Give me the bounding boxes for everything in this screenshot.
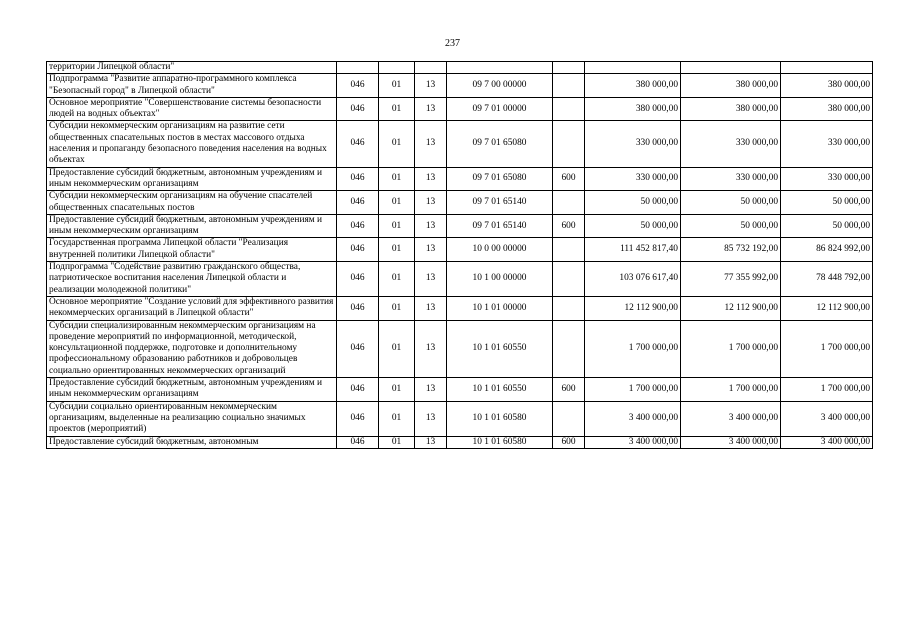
cell-section: 01 — [379, 401, 415, 436]
cell-subsection: 13 — [415, 296, 447, 320]
cell-name: Подпрограмма "Развитие аппаратно-программного комплекса "Безопасный город" в Липецкой области" — [47, 74, 337, 98]
cell-ved: 046 — [337, 214, 379, 238]
cell-subsection: 13 — [415, 214, 447, 238]
cell-section: 01 — [379, 191, 415, 215]
cell-section: 01 — [379, 74, 415, 98]
table-row — [47, 401, 873, 436]
cell-ved: 046 — [337, 74, 379, 98]
cell-amount-year-1: 50 000,00 — [585, 191, 681, 215]
table-row — [47, 296, 873, 320]
cell-expense-type — [553, 238, 585, 262]
table-row — [47, 238, 873, 262]
cell-name: Основное мероприятие "Совершенствование системы безопасности людей на водных объектах" — [47, 97, 337, 121]
cell-amount-year-3: 1 700 000,00 — [781, 320, 873, 377]
cell-expense-type: 600 — [553, 436, 585, 448]
cell-amount-year-1: 3 400 000,00 — [585, 436, 681, 448]
cell-amount-year-2: 380 000,00 — [681, 74, 781, 98]
cell-expense-type — [553, 97, 585, 121]
cell-name: Основное мероприятие "Создание условий для эффективного развития некоммерческих организаций в Липецкой области" — [47, 296, 337, 320]
cell-target-article: 09 7 01 65080 — [447, 167, 553, 191]
cell-ved: 046 — [337, 238, 379, 262]
cell-ved — [337, 62, 379, 74]
cell-subsection: 13 — [415, 74, 447, 98]
cell-amount-year-2: 3 400 000,00 — [681, 401, 781, 436]
cell-amount-year-3: 1 700 000,00 — [781, 378, 873, 402]
cell-target-article: 09 7 01 65080 — [447, 121, 553, 167]
cell-name: Предоставление субсидий бюджетным, автономным учреждениям и иным некоммерческим организациям — [47, 214, 337, 238]
table-body — [47, 62, 873, 449]
cell-section: 01 — [379, 296, 415, 320]
cell-amount-year-3: 380 000,00 — [781, 74, 873, 98]
cell-expense-type — [553, 401, 585, 436]
table-row — [47, 167, 873, 191]
cell-subsection: 13 — [415, 191, 447, 215]
cell-subsection: 13 — [415, 401, 447, 436]
cell-target-article: 09 7 01 00000 — [447, 97, 553, 121]
cell-name: Предоставление субсидий бюджетным, автономным учреждениям и иным некоммерческим организациям — [47, 167, 337, 191]
cell-amount-year-1: 1 700 000,00 — [585, 378, 681, 402]
cell-name: Субсидии некоммерческим организациям на обучение спасателей общественных спасательных постов — [47, 191, 337, 215]
cell-amount-year-3: 330 000,00 — [781, 167, 873, 191]
cell-expense-type: 600 — [553, 214, 585, 238]
cell-ved: 046 — [337, 262, 379, 297]
cell-amount-year-2 — [681, 62, 781, 74]
cell-section: 01 — [379, 436, 415, 448]
cell-amount-year-3: 380 000,00 — [781, 97, 873, 121]
cell-amount-year-3: 86 824 992,00 — [781, 238, 873, 262]
cell-name: Субсидии некоммерческим организациям на развитие сети общественных спасательных постов в местах массового отдыха населения и пропаганду безопасного поведения населения на водных объектах — [47, 121, 337, 167]
cell-section: 01 — [379, 320, 415, 377]
cell-amount-year-2: 1 700 000,00 — [681, 320, 781, 377]
cell-target-article: 10 1 01 60550 — [447, 320, 553, 377]
cell-subsection: 13 — [415, 97, 447, 121]
cell-target-article: 10 1 01 60550 — [447, 378, 553, 402]
table-row — [47, 74, 873, 98]
table-row — [47, 320, 873, 377]
cell-expense-type — [553, 296, 585, 320]
cell-amount-year-2: 85 732 192,00 — [681, 238, 781, 262]
cell-ved: 046 — [337, 436, 379, 448]
cell-section: 01 — [379, 378, 415, 402]
cell-amount-year-1: 1 700 000,00 — [585, 320, 681, 377]
cell-amount-year-3: 50 000,00 — [781, 214, 873, 238]
cell-amount-year-1: 103 076 617,40 — [585, 262, 681, 297]
cell-subsection — [415, 62, 447, 74]
cell-expense-type — [553, 74, 585, 98]
cell-name: Субсидии социально ориентированным некоммерческим организациям, выделенные на реализацию социально значимых проектов (мероприятий) — [47, 401, 337, 436]
table-row — [47, 262, 873, 297]
cell-amount-year-3: 50 000,00 — [781, 191, 873, 215]
cell-subsection: 13 — [415, 320, 447, 377]
table-row — [47, 62, 873, 74]
cell-subsection: 13 — [415, 436, 447, 448]
cell-ved: 046 — [337, 121, 379, 167]
cell-amount-year-1: 12 112 900,00 — [585, 296, 681, 320]
cell-ved: 046 — [337, 320, 379, 377]
cell-amount-year-2: 3 400 000,00 — [681, 436, 781, 448]
cell-subsection: 13 — [415, 378, 447, 402]
budget-table — [46, 61, 873, 449]
cell-section: 01 — [379, 262, 415, 297]
cell-amount-year-2: 330 000,00 — [681, 121, 781, 167]
cell-target-article: 09 7 01 65140 — [447, 191, 553, 215]
cell-section: 01 — [379, 214, 415, 238]
cell-amount-year-2: 330 000,00 — [681, 167, 781, 191]
cell-expense-type — [553, 62, 585, 74]
table-row — [47, 121, 873, 167]
cell-amount-year-1: 50 000,00 — [585, 214, 681, 238]
table-row — [47, 97, 873, 121]
cell-expense-type — [553, 121, 585, 167]
table-row — [47, 436, 873, 448]
cell-expense-type: 600 — [553, 378, 585, 402]
cell-target-article: 10 0 00 00000 — [447, 238, 553, 262]
cell-name: Государственная программа Липецкой области "Реализация внутренней политики Липецкой области" — [47, 238, 337, 262]
cell-amount-year-1: 380 000,00 — [585, 97, 681, 121]
cell-amount-year-1 — [585, 62, 681, 74]
cell-name: Подпрограмма "Содействие развитию гражданского общества, патриотическое воспитания населения Липецкой области и реализации молодежной политики" — [47, 262, 337, 297]
cell-amount-year-3: 3 400 000,00 — [781, 401, 873, 436]
cell-target-article: 10 1 01 60580 — [447, 401, 553, 436]
cell-amount-year-3 — [781, 62, 873, 74]
cell-amount-year-3: 12 112 900,00 — [781, 296, 873, 320]
cell-section: 01 — [379, 167, 415, 191]
cell-expense-type: 600 — [553, 167, 585, 191]
cell-amount-year-2: 50 000,00 — [681, 214, 781, 238]
cell-section: 01 — [379, 121, 415, 167]
cell-expense-type — [553, 191, 585, 215]
cell-amount-year-3: 78 448 792,00 — [781, 262, 873, 297]
cell-ved: 046 — [337, 378, 379, 402]
cell-target-article: 10 1 01 60580 — [447, 436, 553, 448]
cell-amount-year-2: 12 112 900,00 — [681, 296, 781, 320]
cell-section: 01 — [379, 238, 415, 262]
cell-name: Субсидии специализированным некоммерческим организациям на проведение мероприятий по информационной, методической, консультационной поддержке, подготовке и дополнительному профессиональному образованию работников и добровольцев социально ориентированных некоммерческих организаций — [47, 320, 337, 377]
cell-subsection: 13 — [415, 262, 447, 297]
cell-section — [379, 62, 415, 74]
cell-target-article: 10 1 01 00000 — [447, 296, 553, 320]
table-row — [47, 378, 873, 402]
cell-amount-year-2: 50 000,00 — [681, 191, 781, 215]
cell-ved: 046 — [337, 296, 379, 320]
cell-amount-year-1: 380 000,00 — [585, 74, 681, 98]
cell-amount-year-1: 330 000,00 — [585, 121, 681, 167]
cell-amount-year-2: 380 000,00 — [681, 97, 781, 121]
cell-amount-year-1: 3 400 000,00 — [585, 401, 681, 436]
cell-ved: 046 — [337, 401, 379, 436]
cell-expense-type — [553, 320, 585, 377]
cell-name: Предоставление субсидий бюджетным, автономным — [47, 436, 337, 448]
cell-target-article: 10 1 00 00000 — [447, 262, 553, 297]
cell-subsection: 13 — [415, 238, 447, 262]
page-number: 237 — [445, 38, 460, 49]
cell-name: территории Липецкой области" — [47, 62, 337, 74]
cell-target-article: 09 7 00 00000 — [447, 74, 553, 98]
cell-section: 01 — [379, 97, 415, 121]
cell-ved: 046 — [337, 167, 379, 191]
cell-amount-year-3: 3 400 000,00 — [781, 436, 873, 448]
table-row — [47, 214, 873, 238]
cell-target-article: 09 7 01 65140 — [447, 214, 553, 238]
cell-amount-year-2: 1 700 000,00 — [681, 378, 781, 402]
cell-amount-year-1: 330 000,00 — [585, 167, 681, 191]
cell-amount-year-3: 330 000,00 — [781, 121, 873, 167]
cell-amount-year-2: 77 355 992,00 — [681, 262, 781, 297]
cell-target-article — [447, 62, 553, 74]
cell-subsection: 13 — [415, 167, 447, 191]
cell-ved: 046 — [337, 97, 379, 121]
cell-name: Предоставление субсидий бюджетным, автономным учреждениям и иным некоммерческим организациям — [47, 378, 337, 402]
cell-subsection: 13 — [415, 121, 447, 167]
table-row — [47, 191, 873, 215]
cell-amount-year-1: 111 452 817,40 — [585, 238, 681, 262]
cell-expense-type — [553, 262, 585, 297]
cell-ved: 046 — [337, 191, 379, 215]
